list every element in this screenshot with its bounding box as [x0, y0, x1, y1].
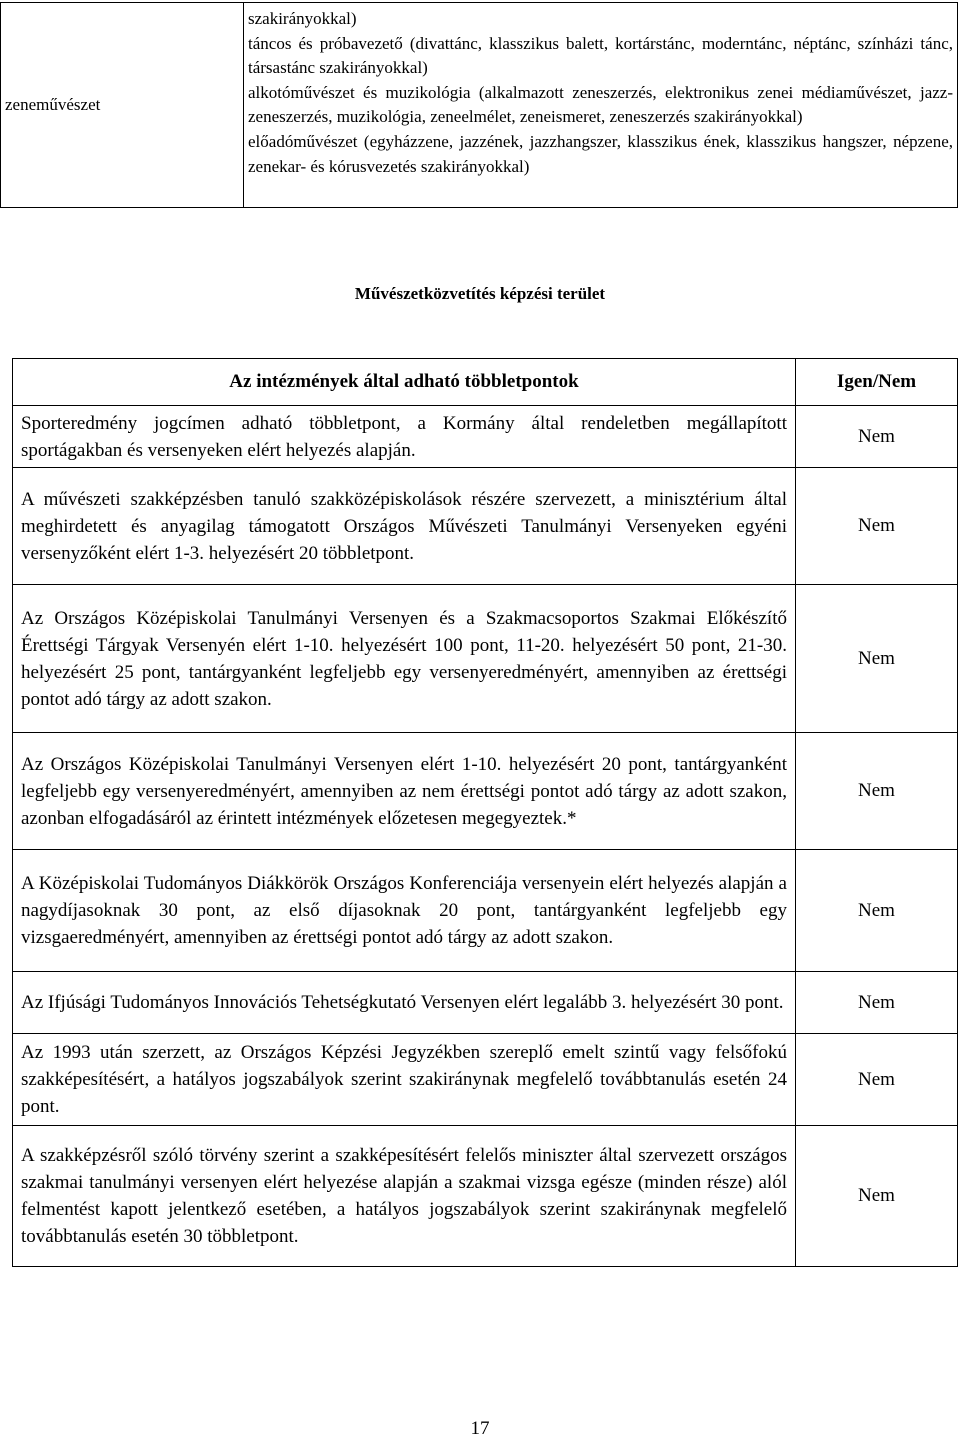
- program-table: [0, 2, 958, 208]
- area-label: zeneművészet: [1, 3, 244, 208]
- row-value: Nem: [796, 850, 958, 972]
- row-value: Nem: [796, 406, 958, 468]
- program-line: alkotóművészet és muzikológia (alkalmazott zeneszerzés, elektronikus zenei médiaművészet, jazz-zeneszerzés, muzikológia, zeneelmélet, zeneismeret, zeneszerzés szakirányokkal): [248, 82, 953, 127]
- table-row: [13, 972, 958, 1034]
- program-line: előadóművészet (egyházzene, jazzének, jazzhangszer, klasszikus ének, klasszikus hangszer, népzene, zenekar- és kórusvezetés szakirányokkal): [248, 131, 953, 176]
- program-line: táncos és próbavezető (divattánc, klasszikus balett, kortárstánc, moderntánc, néptánc, színházi tánc, társastánc szakirányokkal): [248, 33, 953, 78]
- row-value: Nem: [796, 972, 958, 1034]
- row-value: Nem: [796, 733, 958, 850]
- row-value: Nem: [796, 585, 958, 733]
- row-description: A Középiskolai Tudományos Diákkörök Országos Konferenciája versenyein elért helyezés alapján a nagydíjasoknak 30 pont, az első díjasoknak 20 pont, tantárgyanként legfeljebb egy vizsgaeredményért, amennyiben az érettségi pontot adó tárgy az adott szakon.: [13, 850, 796, 972]
- table-header-row: [13, 359, 958, 406]
- row-value: Nem: [796, 1126, 958, 1267]
- column-header-description: Az intézmények által adható többletpontok: [13, 359, 796, 406]
- table-row: [13, 850, 958, 972]
- row-description: Az Ifjúsági Tudományos Innovációs Tehetségkutató Versenyen elért legalább 3. helyezésért 30 pont.: [13, 972, 796, 1034]
- table-row: [13, 733, 958, 850]
- row-description: Sporteredmény jogcímen adható többletpont, a Kormány által rendeletben megállapított sportágakban és versenyeken elért helyezés alapján.: [13, 406, 796, 468]
- row-description: A művészeti szakképzésben tanuló szakközépiskolások részére szervezett, a minisztérium által meghirdetett és anyagilag támogatott Országos Művészeti Tanulmányi Versenyeken egyéni versenyzőként elért 1-3. helyezésért 20 többletpont.: [13, 468, 796, 585]
- row-value: Nem: [796, 1034, 958, 1126]
- program-line: szakirányokkal): [248, 9, 357, 28]
- row-description: Az Országos Középiskolai Tanulmányi Versenyen elért 1-10. helyezésért 20 pont, tantárgyanként legfeljebb egy versenyeredményért, amennyiben az nem érettségi pontot adó tárgy az adott szakon, azonban elfogadásáról az érintett intézmények előzetesen megegyeztek.*: [13, 733, 796, 850]
- table-row: [13, 406, 958, 468]
- table-row: [13, 468, 958, 585]
- program-lines-cell: [244, 3, 958, 208]
- bonus-points-table: [12, 358, 958, 1267]
- row-description: A szakképzésről szóló törvény szerint a szakképesítésért felelős miniszter által szervezett országos szakmai tanulmányi versenyen elért helyezése alapján a szakmai vizsga egésze (minden része) alól felmentést kapott jelentkező esetében, a hatályos jogszabályok szerint szakiránynak megfelelő továbbtanulás esetén 30 többletpont.: [13, 1126, 796, 1267]
- table-row: [13, 585, 958, 733]
- row-description: Az Országos Középiskolai Tanulmányi Versenyen és a Szakmacsoportos Szakmai Előkészítő Érettségi Tárgyak Versenyén elért 1-10. helyezésért 100 pont, 11-20. helyezésért 50 pont, 21-30. helyezésért 25 pont, tantárgyanként legfeljebb egy versenyeredményért, amennyiben az érettségi pontot adó tárgy az adott szakon.: [13, 585, 796, 733]
- table-row: [13, 1034, 958, 1126]
- column-header-yes-no: Igen/Nem: [796, 359, 958, 406]
- row-description: Az 1993 után szerzett, az Országos Képzési Jegyzékben szereplő emelt szintű vagy felsőfokú szakképesítésért, a hatályos jogszabályok szerint szakiránynak megfelelő továbbtanulás esetén 24 pont.: [13, 1034, 796, 1126]
- table-row: [13, 1126, 958, 1267]
- section-title: Művészetközvetítés képzési terület: [354, 284, 606, 303]
- page-number: 17: [470, 1418, 490, 1439]
- row-value: Nem: [796, 468, 958, 585]
